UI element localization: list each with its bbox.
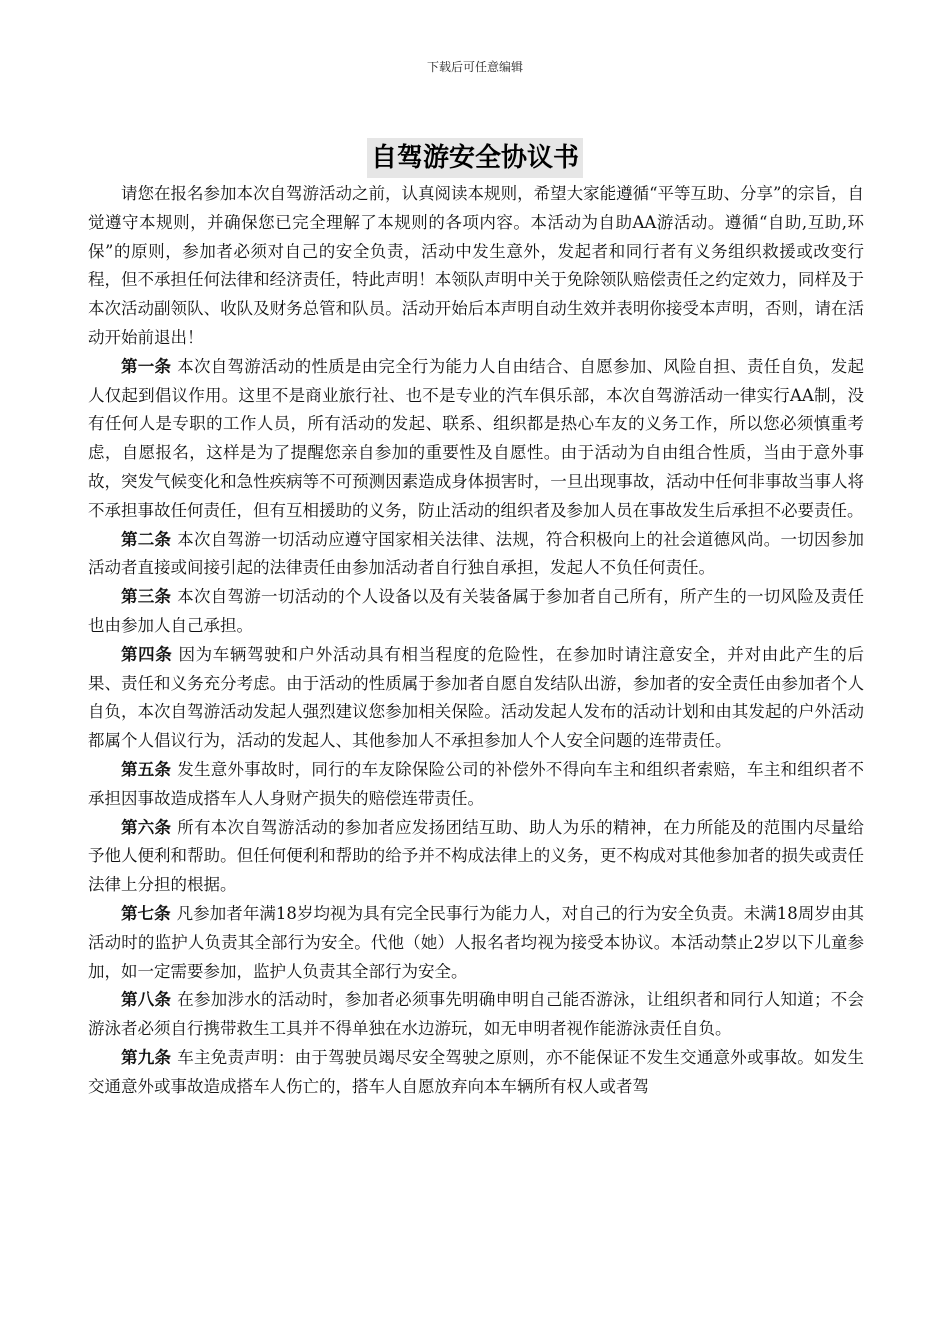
article-3 [88, 583, 864, 641]
document-body [88, 180, 864, 1102]
article-text: 本次自驾游一切活动的个人设备以及有关装备属于参加者自己所有，所产生的一切风险及责任也由参加人自己承担。 [88, 587, 865, 635]
intro-paragraph: 请您在报名参加本次自驾游活动之前，认真阅读本规则，希望大家能遵循“平等互助、分享”的宗旨，自觉遵守本规则，并确保您已完全理解了本规则的各项内容。本活动为自助AA游活动。遵循“自助,互助,环保”的原则，参加者必须对自己的安全负责，活动中发生意外，发起者和同行者有义务组织救援或改变行程，但不承担任何法律和经济责任，特此声明！本领队声明中关于免除领队赔偿责任之约定效力，同样及于本次活动副领队、收队及财务总管和队员。活动开始后本声明自动生效并表明你接受本声明，否则，请在活动开始前退出！ [88, 184, 864, 347]
article-text: 车主免责声明：由于驾驶员竭尽安全驾驶之原则，亦不能保证不发生交通意外或事故。如发生交通意外或事故造成搭车人伤亡的，搭车人自愿放弃向本车辆所有权人或者驾 [88, 1047, 865, 1096]
article-4 [88, 641, 864, 756]
article-label: 第三条 [121, 587, 172, 607]
article-2 [88, 526, 864, 584]
header-note: 下载后可任意编辑 [426, 60, 523, 74]
article-text: 所有本次自驾游活动的参加者应发扬团结互助、助人为乐的精神，在力所能及的范围内尽量给予他人便利和帮助。但任何便利和帮助的给予并不构成法律上的义务，更不构成对其他参加者的损失或责任法律上分担的根据。 [88, 817, 865, 895]
article-6 [88, 814, 864, 900]
article-9 [88, 1044, 864, 1102]
article-label: 第一条 [121, 356, 172, 376]
article-label: 第七条 [121, 903, 171, 923]
article-text: 本次自驾游一切活动应遵守国家相关法律、法规，符合积极向上的社会道德风尚。一切因参加活动者直接或间接引起的法律责任由参加活动者自行独自承担，发起人不负任何责任。 [88, 529, 865, 578]
document-title: 自驾游安全协议书 [367, 138, 583, 178]
article-text: 在参加涉水的活动时，参加者必须事先明确申明自己能否游泳，让组织者和同行人知道；不会游泳者必须自行携带救生工具并不得单独在水边游玩，如无申明者视作能游泳责任自负。 [88, 990, 865, 1039]
article-text: 因为车辆驾驶和户外活动具有相当程度的危险性，在参加时请注意安全，并对由此产生的后果、责任和义务充分考虑。由于活动的性质属于参加者自愿自发结队出游，参加者的安全责任由参加者个人自负，本次自驾游活动发起人强烈建议您参加相关保险。活动发起人发布的活动计划和由其发起的户外活动都属个人倡议行为，活动的发起人、其他参加人不承担参加人个人安全问题的连带责任。 [88, 644, 865, 751]
title-wrap [0, 138, 950, 178]
article-label: 第八条 [121, 990, 172, 1010]
article-5 [88, 756, 864, 814]
article-label: 第四条 [121, 644, 173, 664]
article-label: 第五条 [121, 759, 172, 779]
article-label: 第九条 [121, 1047, 172, 1067]
article-8 [88, 986, 864, 1044]
article-7 [88, 900, 864, 986]
article-label: 第六条 [121, 817, 172, 837]
article-label: 第二条 [121, 529, 172, 549]
article-text: 凡参加者年满18岁均视为具有完全民事行为能力人，对自己的行为安全负责。未满18周岁由其活动时的监护人负责其全部行为安全。代他（她）人报名者均视为接受本协议。本活动禁止2岁以下儿童参加，如一定需要参加，监护人负责其全部行为安全。 [88, 903, 864, 981]
article-text: 发生意外事故时，同行的车友除保险公司的补偿外不得向车主和组织者索赔，车主和组织者不承担因事故造成搭车人人身财产损失的赔偿连带责任。 [88, 759, 865, 808]
article-text: 本次自驾游活动的性质是由完全行为能力人自由结合、自愿参加、风险自担、责任自负，发起人仅起到倡议作用。这里不是商业旅行社、也不是专业的汽车俱乐部，本次自驾游活动一律实行AA制，没有任何人是专职的工作人员，所有活动的发起、联系、组织都是热心车友的义务工作，所以您必须慎重考虑，自愿报名，这样是为了提醒您亲自参加的重要性及自愿性。由于活动为自由组合性质，当由于意外事故，突发气候变化和急性疾病等不可预测因素造成身体损害时，一旦出现事故，活动中任何非事故当事人将不承担事故任何责任，但有互相援助的义务，防止活动的组织者及参加人员在事故发生后承担不必要责任。 [88, 356, 865, 520]
article-1 [88, 353, 864, 526]
